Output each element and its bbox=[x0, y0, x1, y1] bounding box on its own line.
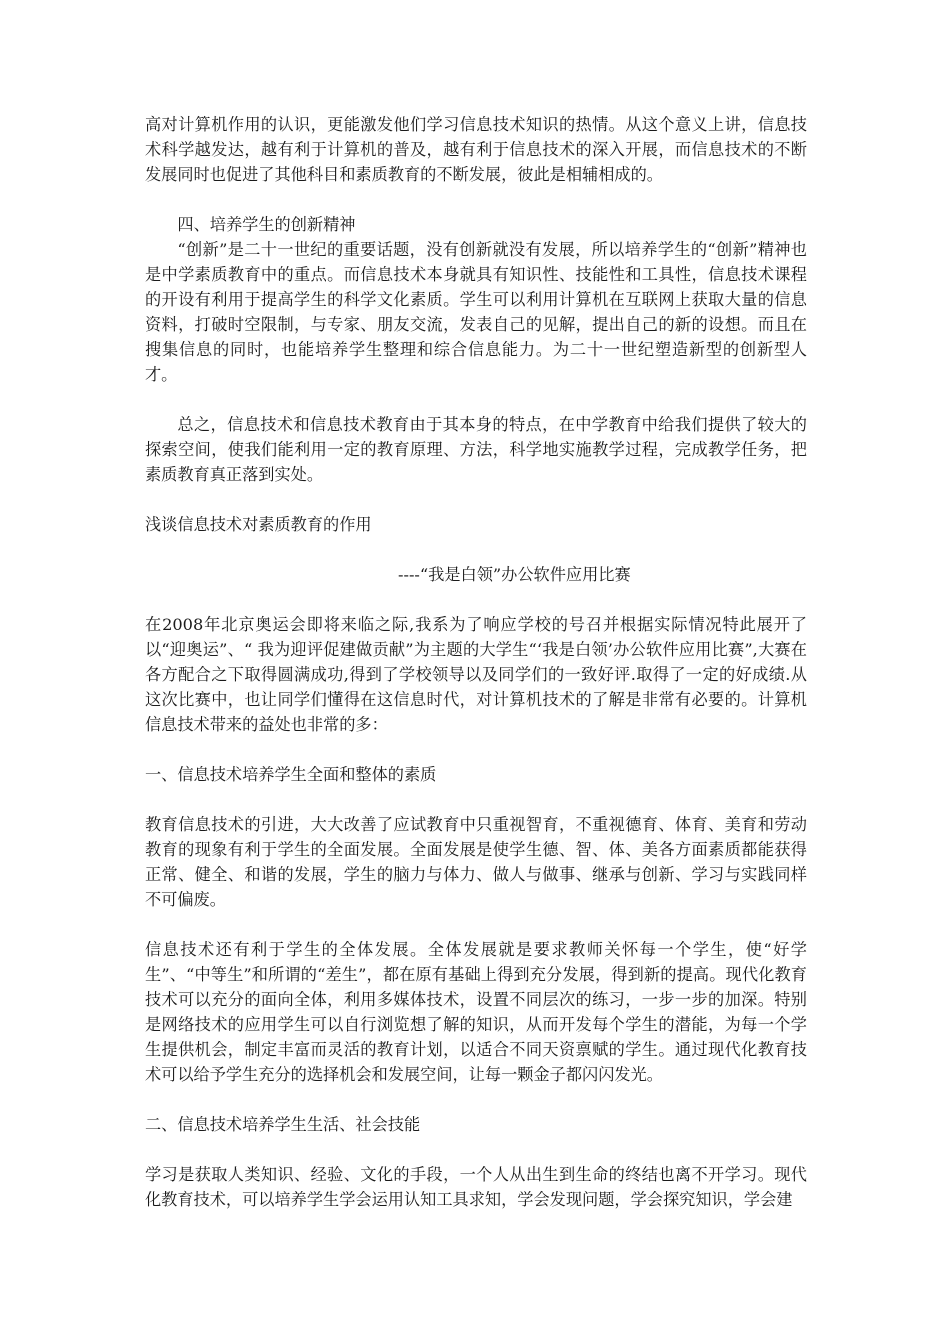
section-heading-overall-quality: 一、信息技术培养学生全面和整体的素质 bbox=[145, 765, 437, 784]
article-title: 浅谈信息技术对素质教育的作用 bbox=[145, 515, 372, 534]
document-page bbox=[145, 112, 807, 1212]
paragraph-whole-development: 信息技术还有利于学生的全体发展。全体发展就是要求教师关怀每一个学生，使“好学生”、“中等生”和所谓的“差生”，都在原有基础上得到充分发展，得到新的提高。现代化教育技术可以充分的面向全体，利用多媒体技术，设置不同层次的练习，一步一步的加深。特别是网络技术的应用学生可以自行浏览想了解的知识，从而开发每个学生的潜能，为每一个学生提供机会，制定丰富而灵活的教育计划，以适合不同天资禀赋的学生。通过现代化教育技术可以给予学生充分的选择机会和发展空间，让每一颗金子都闪闪发光。 bbox=[145, 940, 807, 1084]
section-heading-innovation: 四、培养学生的创新精神 bbox=[177, 215, 356, 234]
paragraph-learning: 学习是获取人类知识、经验、文化的手段，一个人从出生到生命的终结也离不开学习。现代化教育技术，可以培养学生学会运用认知工具求知，学会发现问题，学会探究知识，学会建 bbox=[145, 1165, 807, 1209]
paragraph-intro-continuation: 高对计算机作用的认识，更能激发他们学习信息技术知识的热情。从这个意义上讲，信息技术科学越发达，越有利于计算机的普及，越有利于信息技术的深入开展，而信息技术的不断发展同时也促进了其他科目和素质教育的不断发展，彼此是相辅相成的。 bbox=[145, 115, 807, 184]
article-subtitle: ----“我是白领”办公软件应用比赛 bbox=[398, 565, 631, 584]
paragraph-conclusion: 总之，信息技术和信息技术教育由于其本身的特点，在中学教育中给我们提供了较大的探索空间，使我们能利用一定的教育原理、方法，科学地实施教学过程，完成教学任务，把素质教育真正落到实处。 bbox=[145, 415, 807, 484]
paragraph-all-round-development: 教育信息技术的引进，大大改善了应试教育中只重视智育，不重视德育、体育、美育和劳动教育的现象有利于学生的全面发展。全面发展是使学生德、智、体、美各方面素质都能获得正常、健全、和谐的发展，学生的脑力与体力、做人与做事、继承与创新、学习与实践同样不可偏废。 bbox=[145, 815, 807, 909]
paragraph-competition: 在2008年北京奥运会即将来临之际,我系为了响应学校的号召并根据实际情况特此展开了以“迎奥运”、“ 我为迎评促建做贡献”为主题的大学生“‘我是白领’办公软件应用比赛”,大赛在各方配合之下取得圆满成功,得到了学校领导以及同学们的一致好评.取得了一定的好成绩.从这次比赛中，也让同学们懂得在这信息时代，对计算机技术的了解是非常有必要的。计算机信息技术带来的益处也非常的多： bbox=[145, 615, 807, 734]
section-heading-life-skills: 二、信息技术培养学生生活、社会技能 bbox=[145, 1115, 421, 1134]
paragraph-innovation: “创新”是二十一世纪的重要话题，没有创新就没有发展，所以培养学生的“创新”精神也是中学素质教育中的重点。而信息技术本身就具有知识性、技能性和工具性，信息技术课程的开设有利用于提高学生的科学文化素质。学生可以利用计算机在互联网上获取大量的信息资料，打破时空限制，与专家、朋友交流，发表自己的见解，提出自己的新的设想。而且在搜集信息的同时，也能培养学生整理和综合信息能力。为二十一世纪塑造新型的创新型人才。 bbox=[145, 240, 807, 384]
